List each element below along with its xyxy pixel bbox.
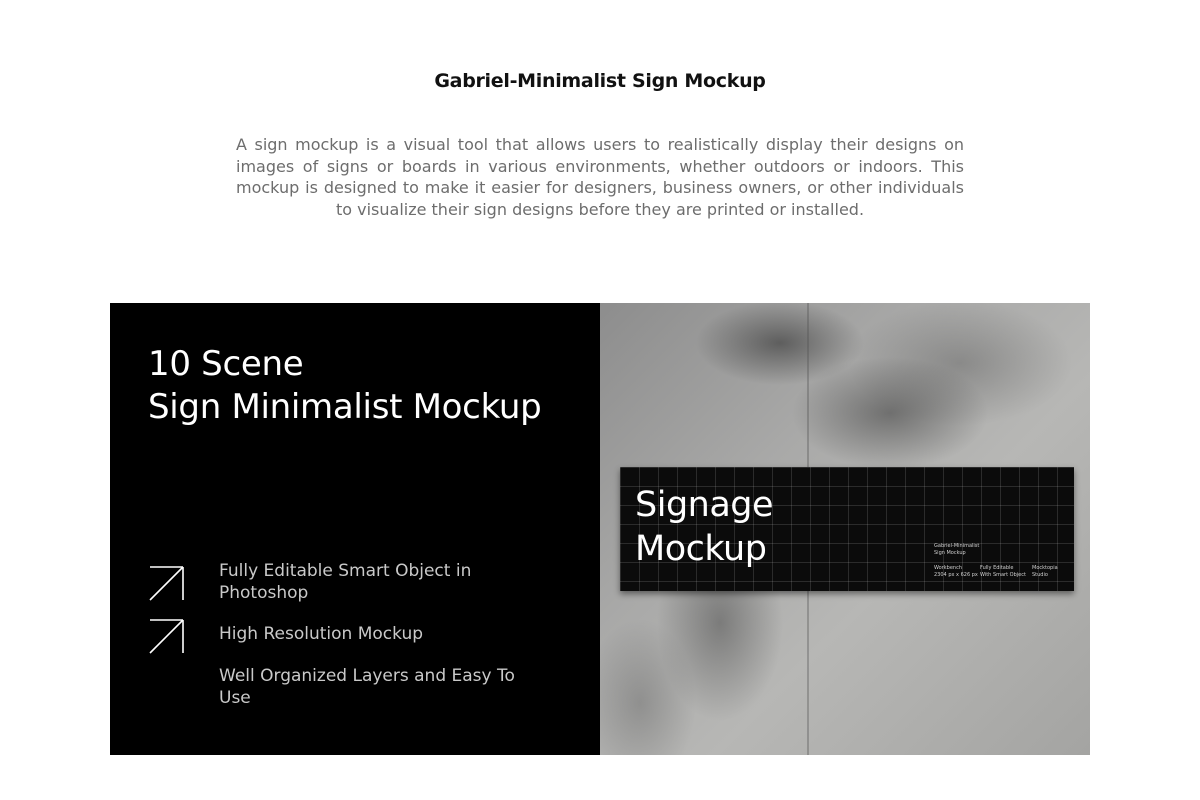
sign-product-name-line: Gabriel-Minimalist (934, 543, 980, 549)
sign-product-name (934, 543, 979, 556)
sign-spec (1032, 565, 1058, 578)
sign-spec-line: Fully Editable (980, 565, 1014, 571)
sign-spec-line: Workbench (934, 565, 962, 571)
sign-spec (980, 565, 1026, 578)
sign-title-line-1: Signage (635, 485, 774, 525)
sign-spec-line: 2304 px x 626 px (934, 571, 978, 578)
sign-spec-line: Mocktopia (1032, 565, 1058, 571)
sign-product-name-line: Sign Mockup (934, 549, 966, 556)
sign-spec (934, 565, 978, 578)
product-banner (110, 303, 1090, 755)
headline-line-2: Sign Minimalist Mockup (148, 387, 542, 427)
arrow-up-right-icon (148, 564, 186, 602)
mockup-photo (600, 303, 1090, 755)
banner-headline (148, 343, 541, 429)
feature-text: Fully Editable Smart Object in Photoshop (219, 561, 472, 603)
sign-spec-line: With Smart Object (980, 571, 1026, 578)
headline-line-1: 10 Scene (148, 344, 304, 384)
arrow-up-right-icon (148, 617, 186, 655)
feature-text: High Resolution Mockup (219, 624, 424, 644)
signage-board (620, 467, 1074, 591)
sign-title-line-2: Mockup (635, 529, 767, 569)
page-title: Gabriel-Minimalist Sign Mockup (434, 70, 766, 92)
sign-spec-line: Studio (1032, 571, 1048, 578)
info-panel (110, 303, 600, 755)
feature-text: Well Organized Layers and Easy To Use (219, 666, 515, 708)
sign-title (635, 483, 773, 571)
intro-description: A sign mockup is a visual tool that allows users to realistically display their designs on images of signs or boards in various environments, whether outdoors or indoors. This mockup is designed to make it easier for designers, business owners, or other individuals to visualize their sign designs before they are printed or installed. (236, 135, 964, 219)
